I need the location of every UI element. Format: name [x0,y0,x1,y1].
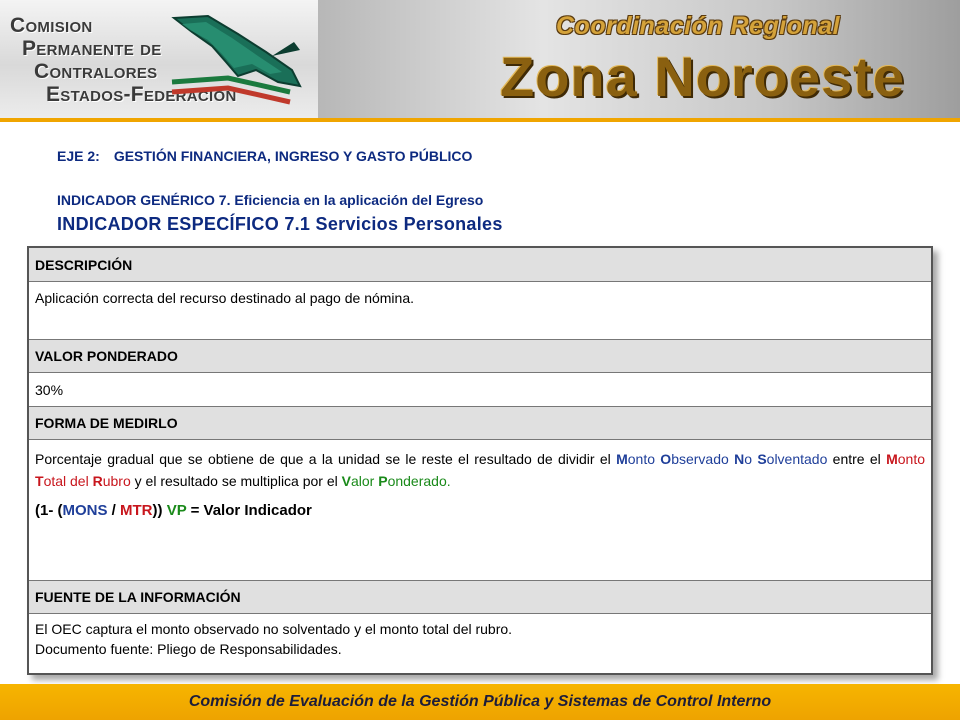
footer-text: Comisión de Evaluación de la Gestión Pública y Sistemas de Control Interno [188,693,772,710]
indicator-table [27,246,933,675]
indicator-formula: (1- (MONS / MTR)) VP = Valor Indicador [35,502,312,519]
forma-header: FORMA DE MEDIRLO [29,407,931,440]
header-banner [0,0,960,122]
logo-line-3: Contralores [34,60,158,83]
banner-title: Zona Noroeste [500,45,906,108]
forma-description: Porcentaje gradual que se obtiene de que a la unidad se le reste el resultado de dividir el Monto Observado No Solventado entre el Monto Total del Rubro y el resultado se multiplica por el Valor Ponderado. [35,451,925,489]
specific-indicator-heading: INDICADOR ESPECÍFICO 7.1 Servicios Personales [57,214,503,234]
axis-label: EJE 2: [57,148,100,164]
fuente-document: Documento fuente: Pliego de Responsabilidades. [35,641,342,657]
cpce-logo [0,0,320,118]
header-divider [0,118,960,122]
valor-cell: 30% [29,373,931,407]
generic-indicator-heading: INDICADOR GENÉRICO 7. Eficiencia en la aplicación del Egreso [57,192,484,208]
banner-subtitle: Coordinación Regional [556,12,841,40]
fuente-cell [29,614,931,673]
logo-line-2: Permanente de [22,37,162,60]
axis-title: GESTIÓN FINANCIERA, INGRESO Y GASTO PÚBLICO [113,148,473,164]
zona-noroeste-banner [318,0,960,118]
fuente-text: El OEC captura el monto observado no solventado y el monto total del rubro. [35,621,513,637]
descripcion-header: DESCRIPCIÓN [29,248,931,282]
descripcion-cell: Aplicación correcta del recurso destinado al pago de nómina. [29,282,931,340]
forma-cell [29,440,931,581]
axis-heading [57,148,472,164]
mexico-map-emblem-icon [168,12,308,112]
logo-line-4: Estados-Federacion [46,83,237,106]
fuente-header: FUENTE DE LA INFORMACIÓN [29,581,931,614]
valor-header: VALOR PONDERADO [29,340,931,373]
logo-line-1: Comision [10,14,93,37]
footer-bar [0,684,960,720]
